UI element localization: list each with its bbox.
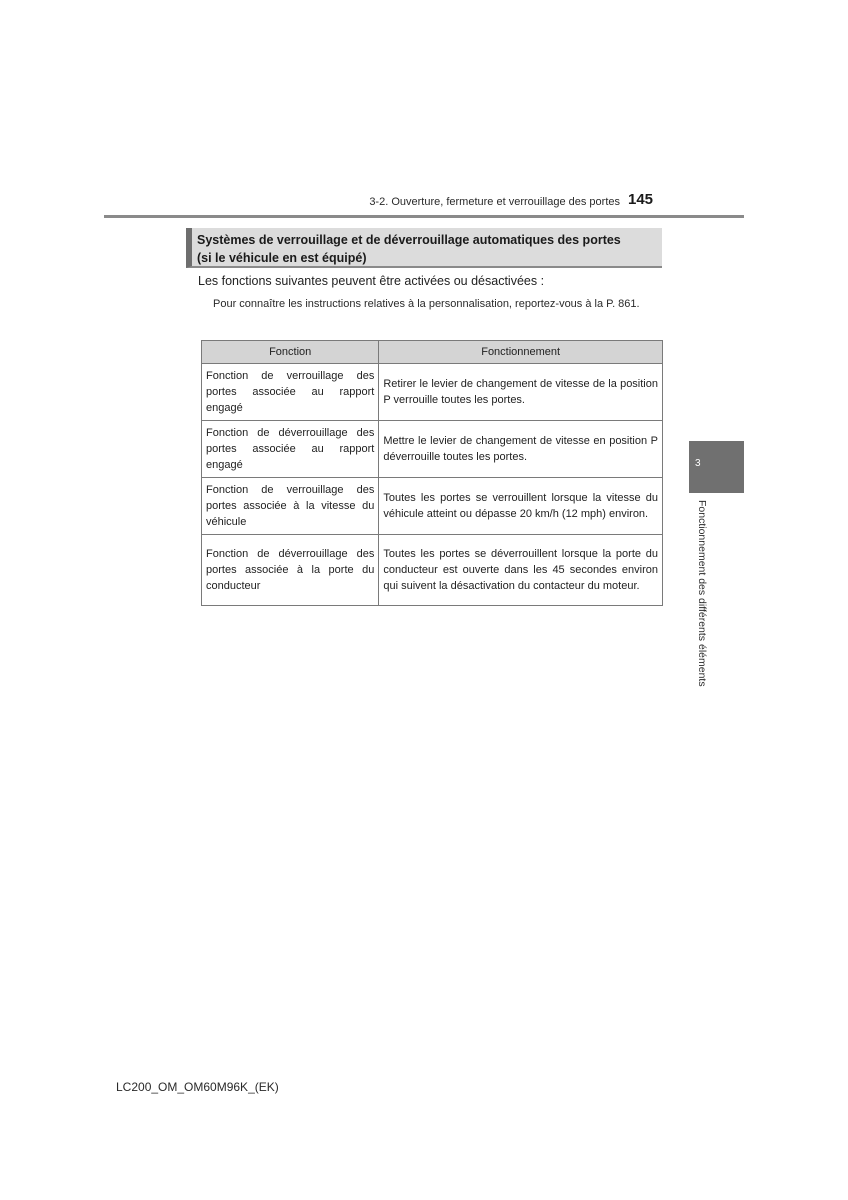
functions-table bbox=[201, 340, 663, 606]
page-number: 145 bbox=[628, 191, 654, 208]
table-row bbox=[202, 535, 663, 606]
table-row bbox=[202, 478, 663, 535]
section-title-box bbox=[186, 228, 662, 268]
function-cell: Fonction de verrouillage des portes associée au rapport engagé bbox=[202, 364, 379, 421]
function-cell: Fonction de verrouillage des portes associée à la vitesse du véhicule bbox=[202, 478, 379, 535]
document-code: LC200_OM_OM60M96K_(EK) bbox=[116, 1080, 279, 1094]
table-header-row bbox=[202, 341, 663, 364]
operation-cell: Retirer le levier de changement de vitesse de la position P verrouille toutes les portes. bbox=[379, 364, 663, 421]
column-header-function: Fonction bbox=[202, 341, 379, 364]
customization-note: Pour connaître les instructions relatives à la personnalisation, reportez-vous à la P. 861. bbox=[213, 298, 640, 310]
operation-cell: Toutes les portes se déverrouillent lorsque la porte du conducteur est ouverte dans les 45 secondes environ qui suivent la désactivation du contacteur du moteur. bbox=[379, 535, 663, 606]
chapter-number: 3 bbox=[695, 458, 701, 469]
header-divider bbox=[104, 215, 744, 218]
section-breadcrumb: 3-2. Ouverture, fermeture et verrouillage des portes bbox=[369, 196, 620, 208]
chapter-label: Fonctionnement des différents éléments bbox=[696, 500, 708, 687]
function-cell: Fonction de déverrouillage des portes associée au rapport engagé bbox=[202, 421, 379, 478]
chapter-tab bbox=[689, 441, 744, 493]
section-title-line1: Systèmes de verrouillage et de déverrouillage automatiques des portes bbox=[197, 233, 621, 247]
section-title-line2: (si le véhicule en est équipé) bbox=[197, 251, 367, 265]
column-header-operation: Fonctionnement bbox=[379, 341, 663, 364]
operation-cell: Mettre le levier de changement de vitesse en position P déverrouille toutes les portes. bbox=[379, 421, 663, 478]
intro-text: Les fonctions suivantes peuvent être activées ou désactivées : bbox=[198, 274, 545, 288]
operation-cell: Toutes les portes se verrouillent lorsque la vitesse du véhicule atteint ou dépasse 20 km/h (12 mph) environ. bbox=[379, 478, 663, 535]
table-row bbox=[202, 364, 663, 421]
table-row bbox=[202, 421, 663, 478]
function-cell: Fonction de déverrouillage des portes associée à la porte du conducteur bbox=[202, 535, 379, 606]
